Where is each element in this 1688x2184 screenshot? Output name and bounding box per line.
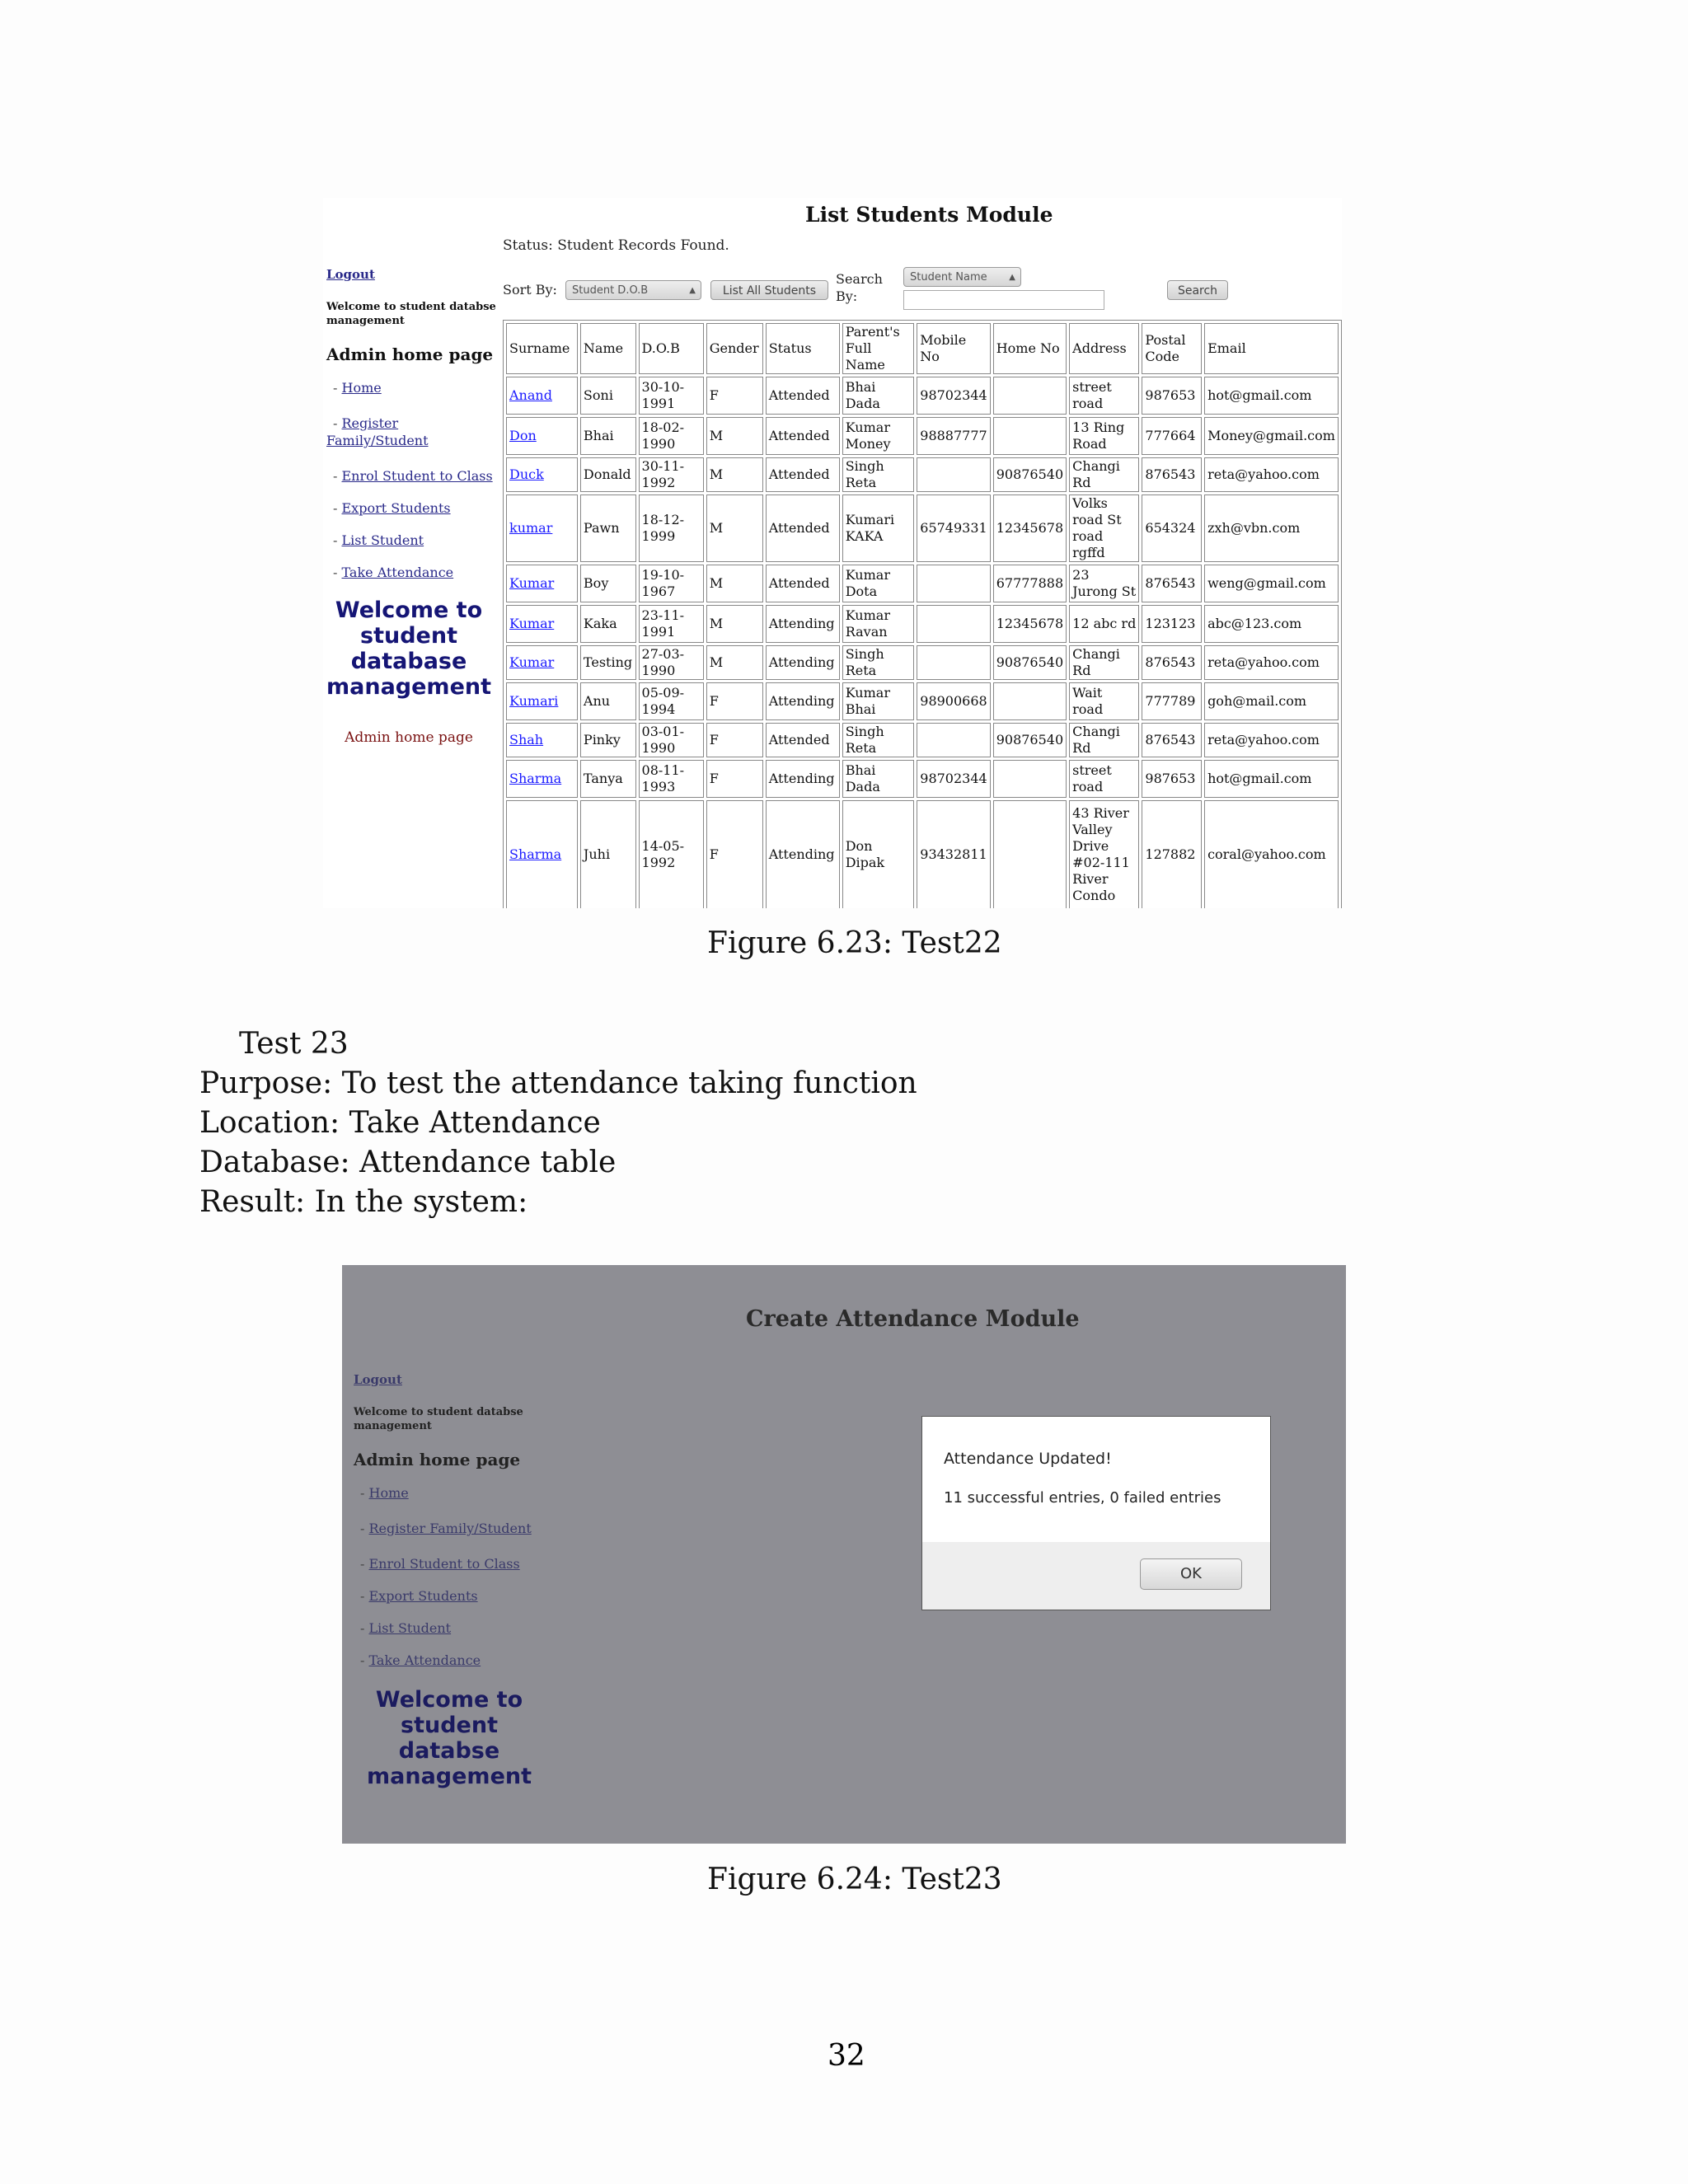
student-surname-link[interactable]: Duck xyxy=(509,466,544,482)
table-header: Surname xyxy=(506,323,578,374)
welcome-text: Welcome to student databse management xyxy=(354,1406,523,1432)
table-cell: 987653 xyxy=(1142,760,1202,798)
table-row xyxy=(506,377,1339,415)
table-cell xyxy=(506,565,578,602)
table-cell: F xyxy=(706,682,763,720)
nav-register[interactable]: Register Family/Student xyxy=(368,1521,532,1536)
table-row xyxy=(506,605,1339,643)
table-row xyxy=(506,457,1339,492)
table-cell: 67777888 xyxy=(993,565,1067,602)
table-cell: Attended xyxy=(766,457,840,492)
table-cell: 30-11-1992 xyxy=(639,457,704,492)
table-cell xyxy=(506,605,578,643)
nav-register[interactable]: Register Family/Student xyxy=(326,415,429,448)
table-cell: Don Dipak xyxy=(842,800,915,908)
table-cell: Anu xyxy=(580,682,636,720)
student-surname-link[interactable]: kumar xyxy=(509,520,553,536)
select-arrows-icon: ▲ xyxy=(689,286,696,295)
create-attendance-screenshot xyxy=(342,1265,1346,1844)
module-title: Create Attendance Module xyxy=(746,1306,1080,1332)
student-surname-link[interactable]: Shah xyxy=(509,732,544,748)
table-cell: reta@yahoo.com xyxy=(1204,645,1339,680)
table-cell: Money@gmail.com xyxy=(1204,417,1339,455)
table-cell: M xyxy=(706,645,763,680)
table-cell: Boy xyxy=(580,565,636,602)
table-cell: 876543 xyxy=(1142,565,1202,602)
figure-caption: Figure 6.23: Test22 xyxy=(707,926,1002,960)
table-cell: Kumari KAKA xyxy=(842,494,915,562)
table-row xyxy=(506,682,1339,720)
student-surname-link[interactable]: Kumar xyxy=(509,654,555,670)
sidebar: Logout Welcome to student databse management Admin home page - Home - Register Family/Student - Enrol Student to Class - Export Students - List Student - Take Attendance Welcome to student databse management xyxy=(354,1372,535,1789)
table-cell: Testing xyxy=(580,645,636,680)
table-cell: Bhai Dada xyxy=(842,760,915,798)
table-cell: Kumar Ravan xyxy=(842,605,915,643)
table-cell: Attending xyxy=(766,682,840,720)
result-line: Result: In the system: xyxy=(199,1185,528,1219)
table-cell xyxy=(506,800,578,908)
table-cell xyxy=(993,682,1067,720)
admin-footer-label: Admin home page xyxy=(345,729,473,746)
toolbar xyxy=(503,269,1335,318)
nav-list-student[interactable]: List Student xyxy=(341,532,424,548)
location-line: Location: Take Attendance xyxy=(199,1106,601,1140)
table-cell: 98702344 xyxy=(917,377,990,415)
table-cell: Singh Reta xyxy=(842,457,915,492)
table-cell: street road xyxy=(1069,760,1139,798)
table-cell: 43 River Valley Drive #02-111 River Condo xyxy=(1069,800,1139,908)
table-row xyxy=(506,723,1339,757)
table-cell: 65749331 xyxy=(917,494,990,562)
table-header: D.O.B xyxy=(639,323,704,374)
nav-home[interactable]: Home xyxy=(341,380,382,396)
table-cell xyxy=(506,377,578,415)
table-cell xyxy=(993,377,1067,415)
table-cell: 14-05-1992 xyxy=(639,800,704,908)
table-cell: 876543 xyxy=(1142,457,1202,492)
table-cell: reta@yahoo.com xyxy=(1204,723,1339,757)
table-cell: street road xyxy=(1069,377,1139,415)
table-cell: Attending xyxy=(766,645,840,680)
table-row xyxy=(506,645,1339,680)
table-cell: 98887777 xyxy=(917,417,990,455)
module-title: List Students Module xyxy=(805,203,1053,227)
table-cell: 987653 xyxy=(1142,377,1202,415)
table-cell: Attended xyxy=(766,565,840,602)
table-cell: Tanya xyxy=(580,760,636,798)
table-row xyxy=(506,494,1339,562)
nav-enrol[interactable]: Enrol Student to Class xyxy=(341,468,493,484)
table-header: Name xyxy=(580,323,636,374)
table-cell xyxy=(506,760,578,798)
table-cell xyxy=(917,457,990,492)
logout-link[interactable]: Logout xyxy=(354,1372,402,1387)
list-all-button[interactable]: List All Students xyxy=(710,280,828,300)
table-cell: Attended xyxy=(766,723,840,757)
nav-take-attendance[interactable]: Take Attendance xyxy=(368,1652,481,1668)
table-cell: hot@gmail.com xyxy=(1204,760,1339,798)
admin-heading: Admin home page xyxy=(354,1450,521,1469)
table-cell: 05-09-1994 xyxy=(639,682,704,720)
table-cell: 08-11-1993 xyxy=(639,760,704,798)
table-cell xyxy=(993,417,1067,455)
table-cell: F xyxy=(706,760,763,798)
search-button[interactable]: Search xyxy=(1167,280,1228,300)
student-surname-link[interactable]: Kumar xyxy=(509,616,555,631)
test-heading: Test 23 xyxy=(239,1027,349,1061)
status-text: Status: Student Records Found. xyxy=(503,237,729,254)
table-header: Mobile No xyxy=(917,323,990,374)
table-header: Address xyxy=(1069,323,1139,374)
logout-link[interactable]: Logout xyxy=(326,267,375,282)
nav-take-attendance[interactable]: Take Attendance xyxy=(341,565,454,580)
database-line: Database: Attendance table xyxy=(199,1146,617,1179)
table-cell: Changi Rd xyxy=(1069,723,1139,757)
table-cell: 30-10-1991 xyxy=(639,377,704,415)
nav-export[interactable]: Export Students xyxy=(341,500,451,516)
table-cell xyxy=(506,494,578,562)
table-cell: 12 abc rd xyxy=(1069,605,1139,643)
student-surname-link[interactable]: Sharma xyxy=(509,771,562,786)
table-cell xyxy=(506,457,578,492)
nav-home[interactable]: Home xyxy=(368,1485,409,1501)
table-header: Postal Code xyxy=(1142,323,1202,374)
sort-select[interactable]: Student D.O.B ▲ xyxy=(565,280,701,300)
admin-heading: Admin home page xyxy=(326,344,494,364)
table-cell: Donald xyxy=(580,457,636,492)
students-table xyxy=(503,320,1342,908)
table-cell: 127882 xyxy=(1142,800,1202,908)
table-cell xyxy=(917,645,990,680)
page-number: 32 xyxy=(828,2039,865,2073)
table-cell: Singh Reta xyxy=(842,723,915,757)
table-cell: 90876540 xyxy=(993,723,1067,757)
table-cell: M xyxy=(706,494,763,562)
table-cell: Kumar Dota xyxy=(842,565,915,602)
nav-enrol[interactable]: Enrol Student to Class xyxy=(368,1556,520,1572)
table-cell: 23 Jurong St xyxy=(1069,565,1139,602)
nav-export[interactable]: Export Students xyxy=(368,1588,478,1604)
table-cell: F xyxy=(706,377,763,415)
nav-list-student[interactable]: List Student xyxy=(368,1620,452,1636)
table-cell: 03-01-1990 xyxy=(639,723,704,757)
table-cell: Attended xyxy=(766,417,840,455)
table-header: Email xyxy=(1204,323,1339,374)
table-cell: 98702344 xyxy=(917,760,990,798)
table-cell: hot@gmail.com xyxy=(1204,377,1339,415)
search-input[interactable] xyxy=(903,290,1104,310)
welcome-text: Welcome to student databse management xyxy=(326,301,496,327)
table-cell: 777664 xyxy=(1142,417,1202,455)
table-cell: reta@yahoo.com xyxy=(1204,457,1339,492)
student-surname-link[interactable]: Anand xyxy=(509,387,552,403)
table-cell: Singh Reta xyxy=(842,645,915,680)
table-cell: 13 Ring Road xyxy=(1069,417,1139,455)
table-cell: Pawn xyxy=(580,494,636,562)
student-surname-link[interactable]: Kumar xyxy=(509,575,555,591)
table-header: Status xyxy=(766,323,840,374)
table-cell: 19-10-1967 xyxy=(639,565,704,602)
table-cell xyxy=(917,723,990,757)
student-surname-link[interactable]: Don xyxy=(509,428,537,443)
table-cell: abc@123.com xyxy=(1204,605,1339,643)
welcome-banner: Welcome to student database management xyxy=(326,598,492,700)
dialog-message: 11 successful entries, 0 failed entries xyxy=(944,1489,1221,1507)
table-cell xyxy=(506,682,578,720)
select-arrows-icon: ▲ xyxy=(1009,273,1015,282)
table-cell: Attending xyxy=(766,800,840,908)
alert-dialog xyxy=(921,1416,1271,1610)
table-cell: 12345678 xyxy=(993,605,1067,643)
student-surname-link[interactable]: Kumari xyxy=(509,693,559,709)
table-cell: Attending xyxy=(766,605,840,643)
table-cell: Bhai xyxy=(580,417,636,455)
table-cell: Pinky xyxy=(580,723,636,757)
sort-label: Sort By: xyxy=(503,282,557,298)
table-cell: 18-02-1990 xyxy=(639,417,704,455)
table-cell: Volks road St road rgffd xyxy=(1069,494,1139,562)
table-cell: goh@mail.com xyxy=(1204,682,1339,720)
table-cell: Changi Rd xyxy=(1069,457,1139,492)
table-cell xyxy=(506,417,578,455)
table-cell: F xyxy=(706,800,763,908)
table-cell: Wait road xyxy=(1069,682,1139,720)
figure-caption: Figure 6.24: Test23 xyxy=(707,1863,1002,1896)
ok-button[interactable]: OK xyxy=(1140,1558,1242,1590)
table-cell: M xyxy=(706,417,763,455)
table-cell: coral@yahoo.com xyxy=(1204,800,1339,908)
table-cell: Kaka xyxy=(580,605,636,643)
table-row xyxy=(506,417,1339,455)
table-cell: 876543 xyxy=(1142,723,1202,757)
table-cell: Soni xyxy=(580,377,636,415)
table-cell xyxy=(993,800,1067,908)
table-cell: 23-11-1991 xyxy=(639,605,704,643)
table-cell: 777789 xyxy=(1142,682,1202,720)
table-header: Gender xyxy=(706,323,763,374)
table-cell: Attending xyxy=(766,760,840,798)
table-cell: 123123 xyxy=(1142,605,1202,643)
table-cell: 876543 xyxy=(1142,645,1202,680)
table-row xyxy=(506,760,1339,798)
dialog-title: Attendance Updated! xyxy=(944,1450,1112,1468)
table-cell: Attended xyxy=(766,377,840,415)
table-cell xyxy=(917,565,990,602)
table-cell: M xyxy=(706,605,763,643)
table-cell xyxy=(506,645,578,680)
table-cell: Kumar Money xyxy=(842,417,915,455)
table-cell xyxy=(506,723,578,757)
table-cell: Juhi xyxy=(580,800,636,908)
table-header: Parent's Full Name xyxy=(842,323,915,374)
table-cell: 98900668 xyxy=(917,682,990,720)
table-cell: 93432811 xyxy=(917,800,990,908)
table-cell: M xyxy=(706,565,763,602)
table-cell: 18-12-1999 xyxy=(639,494,704,562)
table-cell: 90876540 xyxy=(993,645,1067,680)
table-row xyxy=(506,800,1339,908)
table-cell: M xyxy=(706,457,763,492)
table-cell: weng@gmail.com xyxy=(1204,565,1339,602)
table-cell: Bhai Dada xyxy=(842,377,915,415)
table-cell: F xyxy=(706,723,763,757)
table-cell xyxy=(993,760,1067,798)
student-surname-link[interactable]: Sharma xyxy=(509,846,562,862)
purpose-line: Purpose: To test the attendance taking function xyxy=(199,1066,917,1100)
table-row xyxy=(506,565,1339,602)
table-cell: 12345678 xyxy=(993,494,1067,562)
sidebar: Logout Welcome to student databse management Admin home page - Home - Register Family/Student - Enrol Student to Class - Export Students - List Student - Take Attendance Welcome to student database management Admin home page xyxy=(326,267,499,746)
search-field-select[interactable]: Student Name ▲ xyxy=(903,267,1021,287)
table-header: Home No xyxy=(993,323,1067,374)
search-by-label: Search By: xyxy=(836,271,883,304)
table-cell: 90876540 xyxy=(993,457,1067,492)
dialog-footer xyxy=(922,1542,1270,1610)
table-cell: Attended xyxy=(766,494,840,562)
table-cell: 27-03-1990 xyxy=(639,645,704,680)
table-cell: Changi Rd xyxy=(1069,645,1139,680)
welcome-banner: Welcome to student databse management xyxy=(367,1687,532,1789)
table-cell: Kumar Bhai xyxy=(842,682,915,720)
table-cell: zxh@vbn.com xyxy=(1204,494,1339,562)
table-cell: 654324 xyxy=(1142,494,1202,562)
list-students-screenshot xyxy=(323,198,1342,908)
table-cell xyxy=(917,605,990,643)
